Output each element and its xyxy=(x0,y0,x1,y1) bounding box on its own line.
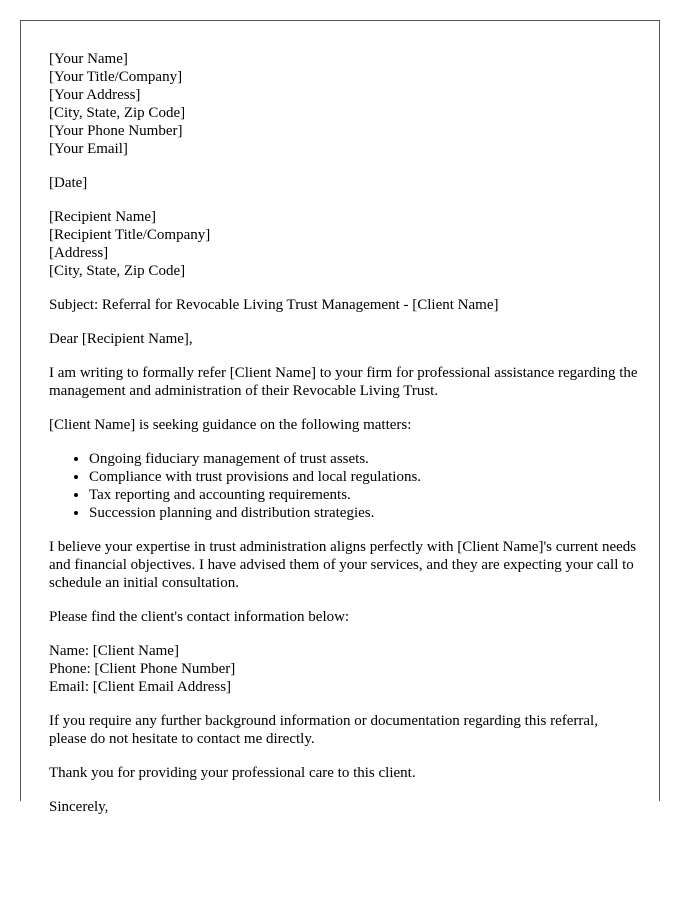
recipient-address: [Address] xyxy=(49,245,109,261)
sender-city-state-zip: [City, State, Zip Code] xyxy=(49,105,186,121)
matters-list xyxy=(49,450,639,522)
expertise-paragraph: I believe your expertise in trust administration aligns perfectly with [Client Name]'s current needs and financial objectives. I have advised them of your services, and they are expecting your call to schedule an initial consultation. xyxy=(49,539,637,591)
letter-body xyxy=(49,50,639,816)
sender-phone: [Your Phone Number] xyxy=(49,123,183,139)
subject-line: Subject: Referral for Revocable Living Trust Management - [Client Name] xyxy=(49,297,499,313)
intro-paragraph: I am writing to formally refer [Client Name] to your firm for professional assistance regarding the management and administration of their Revocable Living Trust. xyxy=(49,365,638,399)
salutation: Dear [Recipient Name], xyxy=(49,331,193,347)
sender-block xyxy=(49,50,639,158)
list-item: • Compliance with trust provisions and local regulations. xyxy=(89,468,639,486)
sender-email: [Your Email] xyxy=(49,141,128,157)
date-block xyxy=(49,174,639,192)
list-item: • Ongoing fiduciary management of trust assets. xyxy=(89,450,639,468)
letter-page xyxy=(20,20,660,815)
recipient-city-state-zip: [City, State, Zip Code] xyxy=(49,263,186,279)
list-item: • Succession planning and distribution strategies. xyxy=(89,504,639,522)
client-email: Email: [Client Email Address] xyxy=(49,679,232,695)
recipient-block xyxy=(49,208,639,280)
contact-intro: Please find the client's contact information below: xyxy=(49,609,350,625)
client-phone: Phone: [Client Phone Number] xyxy=(49,661,236,677)
closing-line: Sincerely, xyxy=(49,799,109,815)
client-name: Name: [Client Name] xyxy=(49,643,179,659)
recipient-name: [Recipient Name] xyxy=(49,209,157,225)
letter-date: [Date] xyxy=(49,175,88,191)
sender-address: [Your Address] xyxy=(49,87,141,103)
sender-title-company: [Your Title/Company] xyxy=(49,69,183,85)
list-item: • Tax reporting and accounting requirements. xyxy=(89,486,639,504)
sender-name: [Your Name] xyxy=(49,51,128,67)
further-info-paragraph: If you require any further background information or documentation regarding this referral, please do not hesitate to contact me directly. xyxy=(49,713,598,747)
client-contact-block xyxy=(49,642,639,696)
recipient-title-company: [Recipient Title/Company] xyxy=(49,227,211,243)
matters-intro: [Client Name] is seeking guidance on the following matters: xyxy=(49,417,412,433)
thanks-paragraph: Thank you for providing your professional care to this client. xyxy=(49,765,416,781)
